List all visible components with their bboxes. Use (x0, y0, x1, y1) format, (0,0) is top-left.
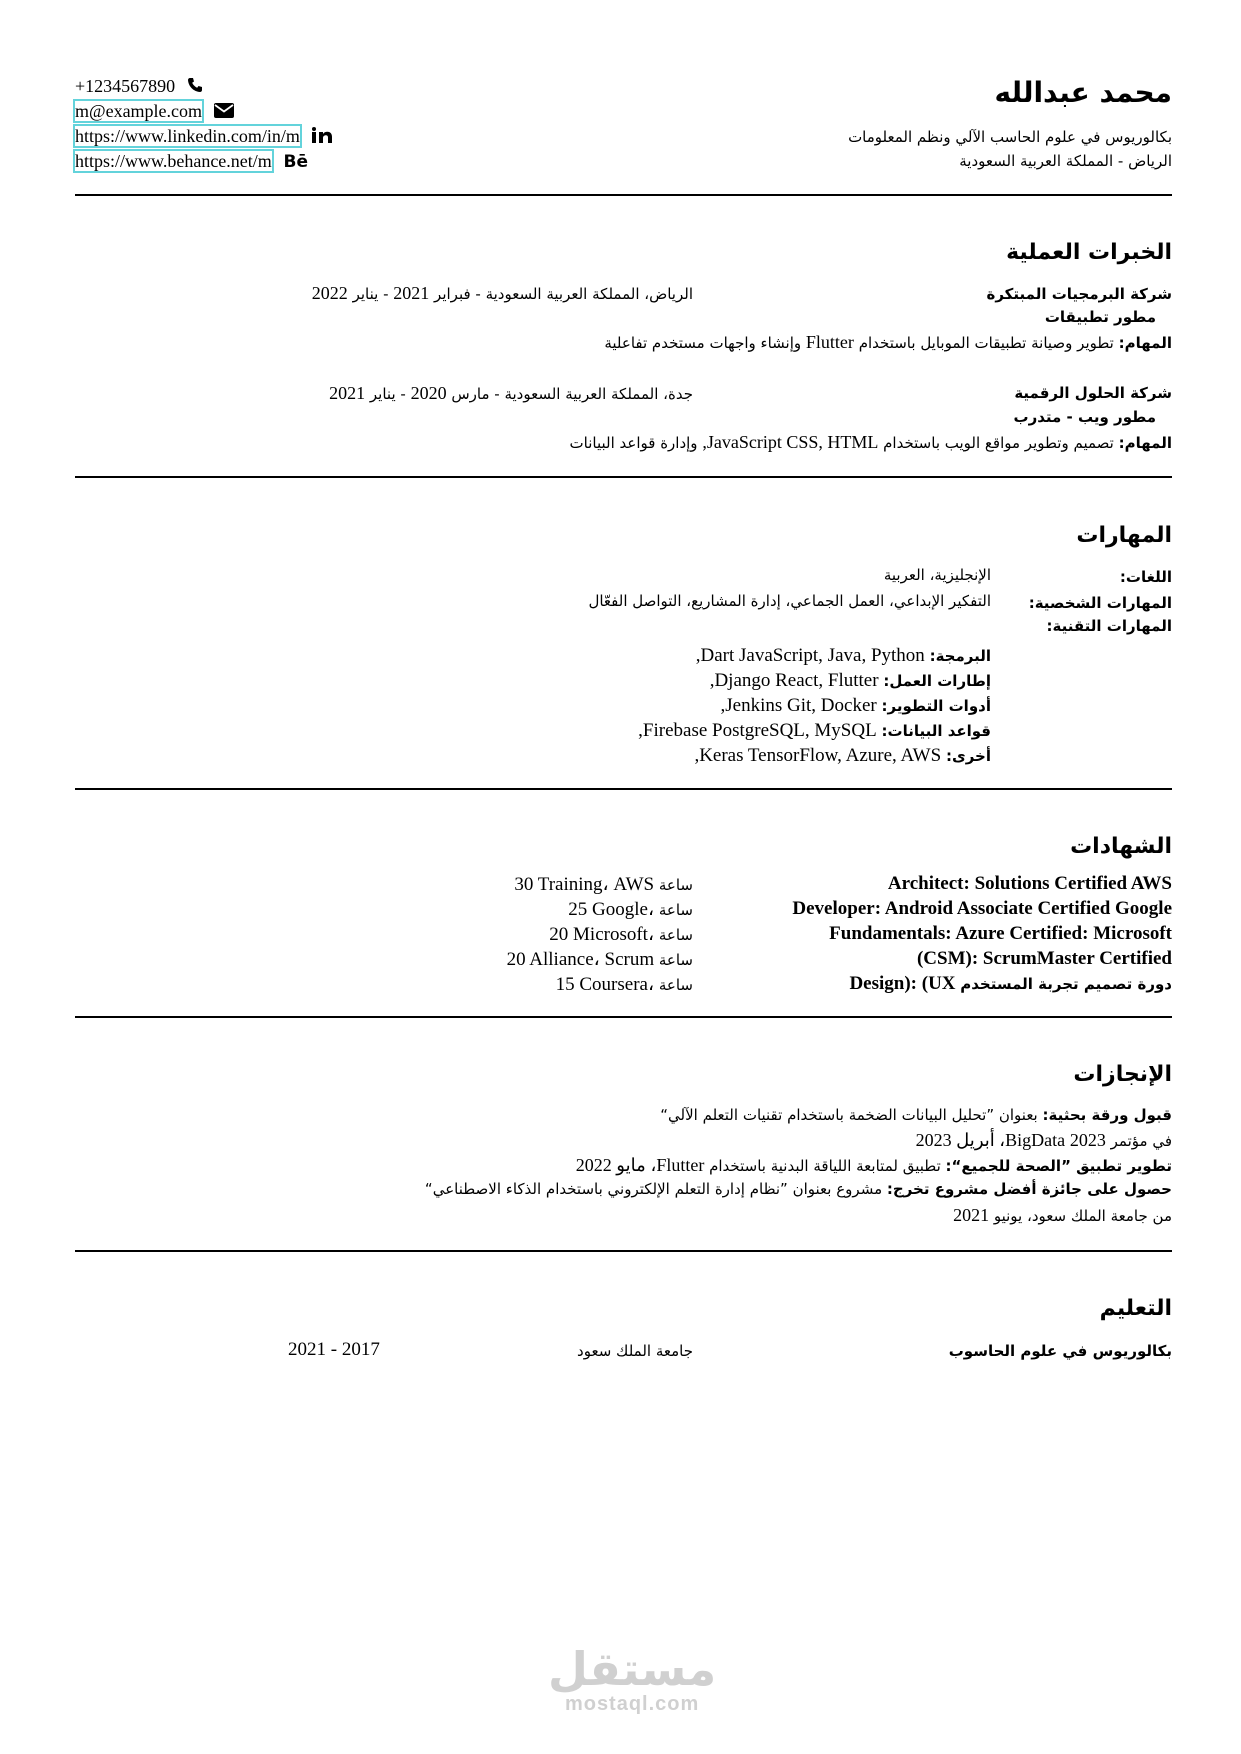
job-tasks (570, 432, 1172, 453)
job-tasks (604, 332, 1172, 353)
job-task-text: تطوير وصيانة تطبيقات الموبايل باستخدام (858, 334, 1114, 352)
education-years: 2021 - 2017 (288, 1339, 380, 1360)
divider (75, 1016, 1172, 1018)
tech-skill-label: البرمجة: (929, 647, 991, 665)
tech-skill-row (638, 720, 991, 742)
tech-skill-label: أخرى: (945, 747, 991, 765)
achievement-item (576, 1155, 1172, 1176)
achievement-item-cont (916, 1130, 1172, 1151)
education-degree: بكالوريوس في علوم الحاسوب (948, 1342, 1172, 1360)
achievement-text: مشروع بعنوان ”نظام إدارة التعلم الإلكتروني باستخدام الذكاء الاصطناعي“ (424, 1180, 883, 1198)
certificate-provider (514, 873, 693, 896)
job-end-label: - يناير (352, 285, 389, 303)
tech-skill-value: Firebase PostgreSQL, MySQL, (638, 720, 877, 741)
certificate-name: Fundamentals: Azure Certified: Microsoft (829, 923, 1172, 944)
linkedin-icon (312, 127, 332, 148)
contact-email[interactable] (75, 101, 234, 123)
skills-soft-label: المهارات الشخصية: (1028, 594, 1172, 612)
behance-link[interactable]: https://www.behance.net/m (75, 151, 272, 171)
contact-phone (75, 76, 203, 98)
skills-soft: التفكير الإبداعي، العمل الجماعي، إدارة المشاريع، التواصل الفعّال (588, 592, 991, 610)
tech-skill-row (721, 695, 991, 717)
linkedin-link[interactable]: https://www.linkedin.com/in/m (75, 126, 300, 146)
candidate-degree: بكالوريوس في علوم الحاسب الآلي ونظم المعلومات (848, 128, 1172, 146)
certificate-org: 20 Alliance، Scrum (506, 949, 655, 970)
certificate-org: 25 Google، (568, 899, 655, 920)
achievement-text-en: BigData (1005, 1130, 1066, 1150)
achievement-label: قبول ورقة بحثية: (1042, 1106, 1172, 1124)
section-title-achievements: الإنجازات (1073, 1062, 1172, 1087)
tech-skill-row (694, 745, 991, 767)
tech-skill-value: Jenkins Git, Docker, (720, 695, 877, 716)
certificate-provider (507, 948, 693, 971)
achievement-text: تطبيق لمتابعة اللياقة البدنية باستخدام (709, 1157, 941, 1175)
job-place: الرياض، المملكة العربية السعودية - فبراير (434, 285, 693, 303)
divider (75, 1250, 1172, 1252)
achievement-text: في مؤتمر (1110, 1132, 1172, 1150)
behance-icon: Bē (283, 152, 309, 172)
tech-skill-label: قواعد البيانات: (881, 722, 991, 740)
certificate-provider (568, 898, 693, 921)
job-end-year: 2022 (311, 283, 348, 303)
achievement-text: بعنوان ”تحليل البيانات الضخمة باستخدام تقنيات التعلم الآلي“ (660, 1106, 1038, 1124)
section-title-experience: الخبرات العملية (1006, 240, 1172, 265)
certificate-provider (556, 973, 693, 996)
job-company: شركة الحلول الرقمية (1014, 384, 1172, 402)
job-end-year: 2021 (329, 383, 366, 403)
email-link[interactable]: m@example.com (75, 101, 203, 121)
envelope-icon (214, 102, 234, 123)
achievement-text: من جامعة الملك سعود، يونيو (993, 1207, 1172, 1225)
achievement-item-cont (953, 1205, 1172, 1226)
skills-languages: الإنجليزية، العربية (883, 566, 991, 584)
job-task-label: المهام: (1118, 434, 1172, 452)
certificate-name: Architect: Solutions Certified AWS (887, 873, 1172, 894)
certificate-name (849, 973, 1172, 995)
candidate-name: محمد عبدالله (994, 76, 1172, 109)
job-meta (312, 283, 693, 304)
certificate-hours: ساعة (658, 976, 693, 994)
certificate-hours: ساعة (658, 926, 693, 944)
certificate-hours: ساعة (658, 951, 693, 969)
job-task-label: المهام: (1118, 334, 1172, 352)
job-end-label: - يناير (369, 385, 406, 403)
watermark-latin: mostaql.com (564, 1693, 700, 1715)
skills-languages-label: اللغات: (1119, 568, 1172, 586)
job-place: جدة، المملكة العربية السعودية - مارس (451, 385, 693, 403)
certificate-name-ar: دورة تصميم تجربة المستخدم (960, 975, 1172, 993)
tech-skill-label: أدوات التطوير: (881, 697, 991, 715)
achievement-date: 2021 (953, 1205, 990, 1225)
job-task-tech: Flutter (805, 332, 854, 352)
job-task-text-2: وإنشاء واجهات مستخدم تفاعلية (604, 334, 802, 352)
candidate-location: الرياض - المملكة العربية السعودية (959, 152, 1172, 170)
phone-text: +1234567890 (75, 76, 176, 96)
tech-skill-value: Keras TensorFlow, Azure, AWS, (694, 745, 942, 766)
job-start-year: 2021 (393, 283, 430, 303)
divider (75, 194, 1172, 196)
job-role: مطور تطبيقات (1044, 308, 1156, 326)
contact-behance[interactable] (75, 151, 308, 172)
certificate-name-en: Design): (UX (849, 973, 956, 994)
tech-skill-label: إطارات العمل: (883, 672, 991, 690)
tech-skill-row (696, 645, 991, 667)
contact-linkedin[interactable] (75, 126, 332, 148)
skills-tech-label: المهارات التقنية: (1046, 617, 1172, 635)
achievement-label: تطوير تطبيق ”الصحة للجميع“: (945, 1157, 1172, 1175)
achievement-item (425, 1180, 1172, 1198)
job-start-year: 2020 (410, 383, 447, 403)
certificate-org: 20 Microsoft، (549, 924, 655, 945)
certificate-hours: ساعة (658, 901, 693, 919)
certificate-name: (CSM): ScrumMaster Certified (916, 948, 1172, 969)
job-task-text-2: وإدارة قواعد البيانات (569, 434, 698, 452)
achievement-text-en: Flutter، (650, 1155, 705, 1175)
achievement-item (660, 1106, 1172, 1124)
phone-icon (187, 77, 203, 98)
achievement-date: 2023، أبريل 2023 (915, 1130, 1106, 1150)
section-title-skills: المهارات (1076, 523, 1172, 548)
job-task-tech: JavaScript CSS, HTML, (702, 432, 879, 452)
certificate-hours: ساعة (658, 876, 693, 894)
tech-skill-value: Dart JavaScript, Java, Python, (695, 645, 925, 666)
certificate-org: 15 Coursera، (555, 974, 655, 995)
tech-skill-value: Django React, Flutter, (709, 670, 879, 691)
certificate-name: Developer: Android Associate Certified Google (792, 898, 1172, 919)
watermark-logo (548, 1642, 717, 1716)
education-university: جامعة الملك سعود (577, 1342, 693, 1360)
divider (75, 476, 1172, 478)
achievement-date: مايو 2022 (575, 1155, 646, 1175)
job-task-text: تصميم وتطوير مواقع الويب باستخدام (883, 434, 1114, 452)
section-title-certificates: الشهادات (1070, 834, 1172, 859)
certificate-org: 30 Training، AWS (514, 874, 655, 895)
tech-skill-row (710, 670, 991, 692)
section-title-education: التعليم (1099, 1296, 1172, 1321)
certificate-provider (549, 923, 693, 946)
achievement-label: حصول على جائزة أفضل مشروع تخرج: (886, 1180, 1172, 1198)
job-role: مطور ويب - متدرب (1013, 408, 1156, 426)
watermark-arabic: مستقل (548, 1642, 717, 1696)
divider (75, 788, 1172, 790)
job-meta (329, 383, 693, 404)
job-company: شركة البرمجيات المبتكرة (986, 285, 1172, 303)
